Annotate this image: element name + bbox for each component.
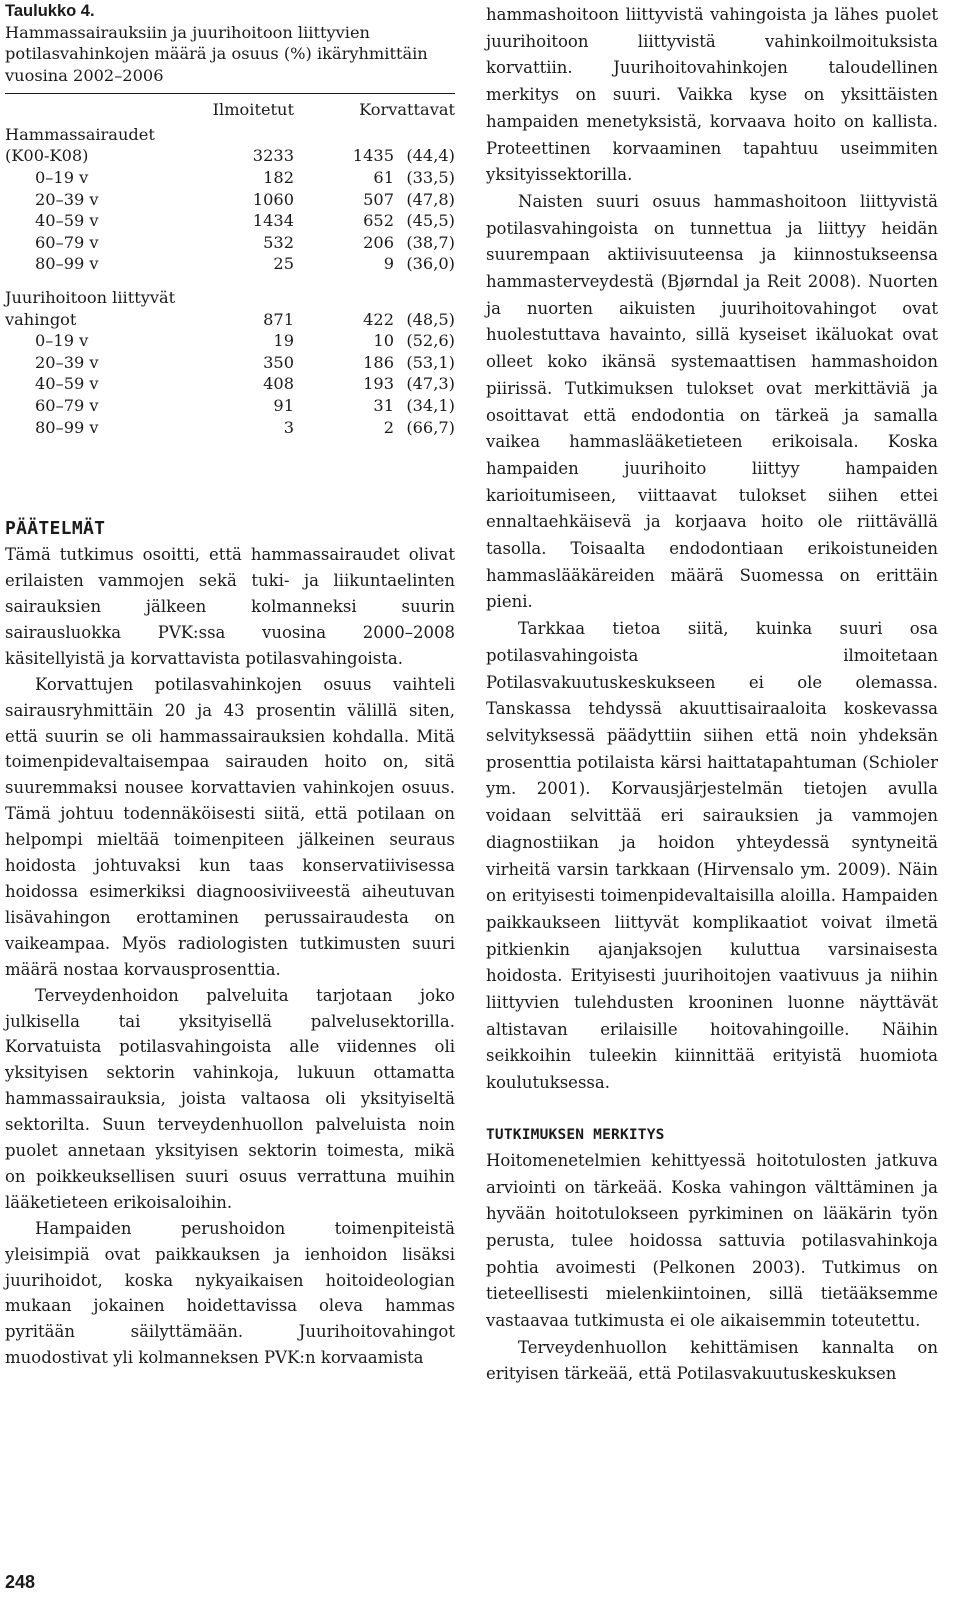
table-row bbox=[5, 232, 455, 254]
cell-compensated: 206 bbox=[363, 232, 394, 252]
cell-age: 60–79 v bbox=[35, 232, 99, 252]
cell-reported: 408 bbox=[263, 374, 294, 394]
cell-reported: 25 bbox=[273, 254, 294, 274]
table-row bbox=[5, 395, 455, 417]
cell-compensated: 186 bbox=[363, 352, 394, 372]
conclusions-heading: PÄÄTELMÄT bbox=[5, 518, 106, 540]
significance-body bbox=[486, 1148, 938, 1388]
cell-reported: 182 bbox=[263, 168, 294, 188]
cell-age: 80–99 v bbox=[35, 417, 99, 437]
cell-age: 60–79 v bbox=[35, 396, 99, 416]
cell-compensated: 9 bbox=[383, 254, 394, 274]
cell-compensated: 31 bbox=[373, 396, 394, 416]
table-group-title bbox=[5, 124, 455, 146]
cell-compensated: 1435 bbox=[352, 146, 394, 166]
table-row bbox=[5, 373, 455, 395]
table-row bbox=[5, 352, 455, 374]
right-column bbox=[486, 2, 938, 1388]
cell-percent: (52,6) bbox=[406, 331, 455, 351]
cell-compensated: 507 bbox=[363, 189, 394, 209]
significance-heading: TUTKIMUKSEN MERKITYS bbox=[486, 1126, 665, 1143]
cell-compensated: 61 bbox=[373, 168, 394, 188]
cell-age: 40–59 v bbox=[35, 374, 99, 394]
cell-percent: (34,1) bbox=[406, 396, 455, 416]
cell-percent: (47,3) bbox=[406, 374, 455, 394]
cell-percent: (36,0) bbox=[406, 254, 455, 274]
cell-age: 20–39 v bbox=[35, 189, 99, 209]
cell-age: 80–99 v bbox=[35, 254, 99, 274]
paragraph: hammashoitoon liittyvistä vahingoista ja lähes puolet juurihoitoon liittyvistä vahinkoilmoituksista korvattiin. Juurihoitovahinkojen taloudellinen merkitys on suuri. Vaikka kyse on yksittäisten hampaiden menetyksistä, korvaava hoito on kallista. Proteettinen korvaaminen tapahtuu useimmiten yksityissektorilla. bbox=[486, 5, 938, 185]
cell-reported: 19 bbox=[273, 331, 294, 351]
right-column-body bbox=[486, 2, 938, 1097]
paragraph: Hampaiden perushoidon toimenpiteistä yleisimpiä ovat paikkauksen ja ienhoidon lisäksi juurihoidot, koska nykyaikaisen hoitoideologian mukaan jokainen hoidettavissa oleva hammas pyritään säilyttämään. Juurihoitovahingot muodostivat yli kolmanneksen PVK:n korvaamista bbox=[5, 1218, 455, 1368]
page-number: 248 bbox=[5, 1572, 36, 1592]
header-compensated: Korvattavat bbox=[359, 99, 455, 119]
cell-reported: 3233 bbox=[252, 146, 294, 166]
table-group-title bbox=[5, 287, 455, 309]
paragraph: Hoitomenetelmien kehittyessä hoitotulosten jatkuva arviointi on tärkeää. Koska vahingon välttäminen ja hyvään hoitotulokseen pyrkiminen on lääkärin työn perusta, tulee hoidossa sattuvia potilasvahinkoja pohtia avoimesti (Pelkonen 2003). Tutkimus on tieteellisesti mielenkiintoinen, sillä tietääksemme vastaavaa tutkimusta ei ole aikaisemmin toteutettu. bbox=[486, 1150, 938, 1331]
paragraph: Korvattujen potilasvahinkojen osuus vaihteli sairausryhmittäin 20 ja 43 prosentin välillä siten, että suurin se oli hammassairauksien kohdalla. Mitä toimenpidevaltaisempaa sairauden hoito on, sitä suuremmaksi nousee korvattavien vahinkojen osuus. Tämä johtuu todennäköisesti siitä, että potilaan on helpompi mieltää toimenpiteen jälkeinen seuraus hoidosta johtuvaksi kun taas konservatiivisessa hoidossa esimerkiksi diagnoosiviiveestä aiheutuvan lisävahingon erottaminen perussairaudesta on vaikeampaa. Myös radiologisten tutkimusten suuri määrä nostaa korvausprosenttia. bbox=[5, 674, 455, 979]
cell-compensated: 652 bbox=[363, 211, 394, 231]
cell-compensated: 10 bbox=[373, 331, 394, 351]
table-description: Hammassairauksiin ja juurihoitoon liittyvien potilasvahinkojen määrä ja osuus (%) ikäryhmittäin vuosina 2002–2006 bbox=[5, 23, 428, 85]
cell-reported: 871 bbox=[263, 309, 294, 329]
group-title-cont: vahingot bbox=[5, 309, 77, 329]
cell-percent: (38,7) bbox=[406, 232, 455, 252]
table-row bbox=[5, 145, 455, 167]
table-row bbox=[5, 189, 455, 211]
header-reported: Ilmoitetut bbox=[212, 99, 294, 119]
table-row bbox=[5, 309, 455, 331]
cell-reported: 350 bbox=[263, 352, 294, 372]
conclusions-body bbox=[5, 542, 455, 1371]
cell-percent: (47,8) bbox=[406, 189, 455, 209]
paragraph: Tarkkaa tietoa siitä, kuinka suuri osa potilasvahingoista ilmoitetaan Potilasvakuutuskeskukseen ei ole olemassa. Tanskassa tehdyssä akuuttisairaaloita koskevassa selvityksessä päädyttiin siihen että noin yhdeksän prosenttia potilaista kärsi haittatapahtuman (Schioler ym. 2001). Korvausjärjestelmän tietojen avulla voidaan selvittää eri sairauksien ja vammojen diagnostiikan ja hoidon yhteydessä syntyneitä virheitä varsin tarkkaan (Hirvensalo ym. 2009). Näin on erityisesti toimenpidevaltaisilla aloilla. Hampaiden paikkaukseen liittyvät komplikaatiot voivat ilmetä pitkienkin ajanjaksojen kuluttua varsinaisesta hoidosta. Erityisesti juurihoitojen vaativuus ja niihin liittyvien tulehdusten krooninen luonne näyttävät altistavan erilaisille hoitovahingoille. Näihin seikkoihin tuleekin kiinnittää erityistä huomiota koulutuksessa. bbox=[486, 619, 938, 1093]
table-row bbox=[5, 167, 455, 189]
paragraph: Tämä tutkimus osoitti, että hammassairaudet olivat erilaisten vammojen sekä tuki- ja liikuntaelinten sairauksien jälkeen kolmanneksi suurin sairausluokka PVK:ssa vuosina 2000–2008 käsitellyistä ja korvattavista potilasvahingoista. bbox=[5, 545, 455, 668]
table-caption: Taulukko 4. bbox=[5, 2, 95, 20]
cell-percent: (45,5) bbox=[406, 211, 455, 231]
left-column bbox=[5, 0, 455, 1371]
cell-compensated: 2 bbox=[383, 417, 394, 437]
group-title: Hammassairaudet bbox=[5, 124, 155, 144]
cell-percent: (44,4) bbox=[406, 146, 455, 166]
cell-percent: (48,5) bbox=[406, 309, 455, 329]
data-table bbox=[5, 1, 455, 438]
cell-compensated: 193 bbox=[363, 374, 394, 394]
cell-percent: (53,1) bbox=[406, 352, 455, 372]
cell-age: 40–59 v bbox=[35, 211, 99, 231]
cell-reported: 91 bbox=[273, 396, 294, 416]
table-row bbox=[5, 330, 455, 352]
paragraph: Terveydenhoidon palveluita tarjotaan joko julkisella tai yksityisellä palvelusektorilla. Korvatuista potilasvahingoista alle viidennes oli yksityisen sektorin vahinkoja, lukuun ottamatta hammassairauksia, joista valtaosa oli yksityiseltä sektorilta. Suun terveydenhuollon palveluista noin puolet annetaan yksityisen sektorin toimesta, mikä on poikkeuksellisen suuri osuus verrattuna muihin lääketieteen erikoisaloihin. bbox=[5, 985, 455, 1212]
cell-reported: 1434 bbox=[252, 211, 294, 231]
cell-percent: (66,7) bbox=[406, 417, 455, 437]
table-row bbox=[5, 417, 455, 439]
table-row bbox=[5, 253, 455, 275]
cell-reported: 1060 bbox=[252, 189, 294, 209]
cell-age: 0–19 v bbox=[35, 331, 89, 351]
group-title-cont: (K00-K08) bbox=[5, 146, 89, 166]
table-row bbox=[5, 210, 455, 232]
table-header-row bbox=[5, 94, 455, 124]
cell-age: 0–19 v bbox=[35, 168, 89, 188]
paragraph: Naisten suuri osuus hammashoitoon liittyvistä potilasvahingoista on tunnettua ja liittyy heidän suurempaan aktiivisuuteensa ja kiinnostukseensa hammasterveydestä (Bjørndal ja Reit 2008). Nuorten ja nuorten aikuisten juurihoitovahingot ovat huolestuttava havainto, sillä kyseiset ikäluokat ovat olleet koko ikänsä systemaattisen hammashoidon piirissä. Tutkimuksen tulokset ovat merkittäviä ja osoittavat että endodontia on tärkeä ja samalla vaikea hammaslääketieteen erikoisala. Koska hampaiden juurihoito liittyy hampaiden karioitumiseen, viittaavat tulokset siihen ettei ennaltaehkäisevä ja korjaava hoito ole riittävällä tasolla. Toisaalta endodontiaan erikoistuneiden hammaslääkäreiden määrä Suomessa on erittäin pieni. bbox=[486, 191, 938, 612]
cell-reported: 532 bbox=[263, 232, 294, 252]
cell-age: 20–39 v bbox=[35, 352, 99, 372]
cell-reported: 3 bbox=[283, 417, 294, 437]
paragraph: Terveydenhuollon kehittämisen kannalta on erityisen tärkeää, että Potilasvakuutuskeskuksen bbox=[486, 1337, 938, 1384]
group-title: Juurihoitoon liittyvät bbox=[5, 288, 176, 308]
cell-percent: (33,5) bbox=[406, 168, 455, 188]
cell-compensated: 422 bbox=[363, 309, 394, 329]
